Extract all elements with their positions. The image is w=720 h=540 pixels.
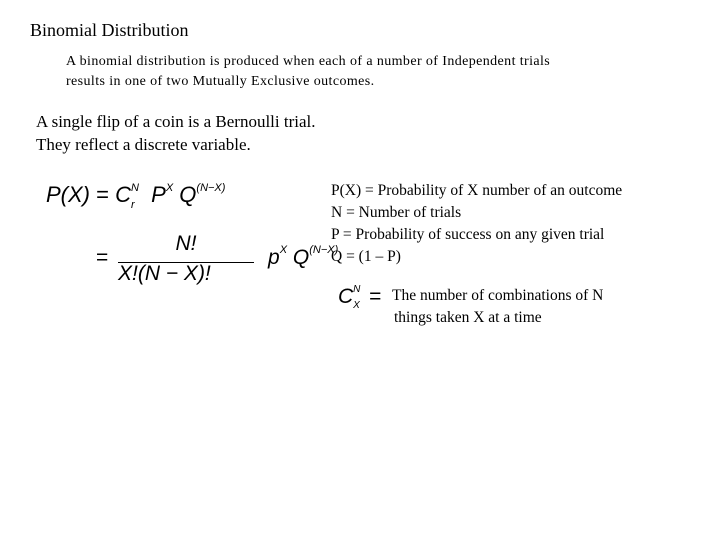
formula2-q-sup: (N−X) [309,244,339,256]
bernoulli-line-2: They reflect a discrete variable. [36,135,251,154]
definition-n: N = Number of trials [331,204,462,221]
formula-lhs: P(X) [46,182,90,207]
intro-line-2: results in one of two Mutually Exclusive outcomes. [66,74,375,89]
formula2-q: Q [292,246,310,269]
combination-line-2: things taken X at a time [394,309,542,326]
formula2-p: p [268,246,280,269]
formula2-denominator: X!(N − X)! [118,262,211,285]
definition-p: P = Probability of success on any given trial [331,226,605,243]
combination-symbol [338,283,381,311]
slide-title: Binomial Distribution [30,20,189,40]
formula2-p-sup: X [279,244,288,256]
binomial-formula-line-1 [46,180,225,214]
combination-sub: X [353,300,360,311]
formula-c-sup: N [131,182,139,194]
formula-c: C [115,182,131,207]
combination-equals: = [369,285,382,308]
formula-p-sup: X [165,182,174,194]
bernoulli-line-1: A single flip of a coin is a Bernoulli trial. [36,112,316,131]
bernoulli-statement [36,110,316,156]
combination-indices [353,283,365,311]
combination-sup: N [353,284,361,295]
formula-c-sub: r [131,199,135,211]
combination-definition [392,285,603,329]
combination-c: C [338,285,354,308]
formula2-powers [268,246,338,270]
definition-q: Q = (1 – P) [331,248,401,265]
formula-p: P [151,182,166,207]
combination-line-1: The number of combinations of N [392,287,604,304]
formula-q-sup: (N−X) [196,182,226,194]
formula2-numerator: N! [175,232,197,255]
formula-c-indices [131,180,145,210]
formula-q: Q [179,182,197,207]
intro-line-1: A binomial distribution is produced when each of a number of Independent trials [66,54,551,69]
variable-definitions [331,180,622,268]
intro-paragraph [66,52,550,92]
formula-equals: = [96,182,109,207]
formula2-equals: = [96,246,109,269]
definition-px: P(X) = Probability of X number of an outcome [331,182,623,199]
